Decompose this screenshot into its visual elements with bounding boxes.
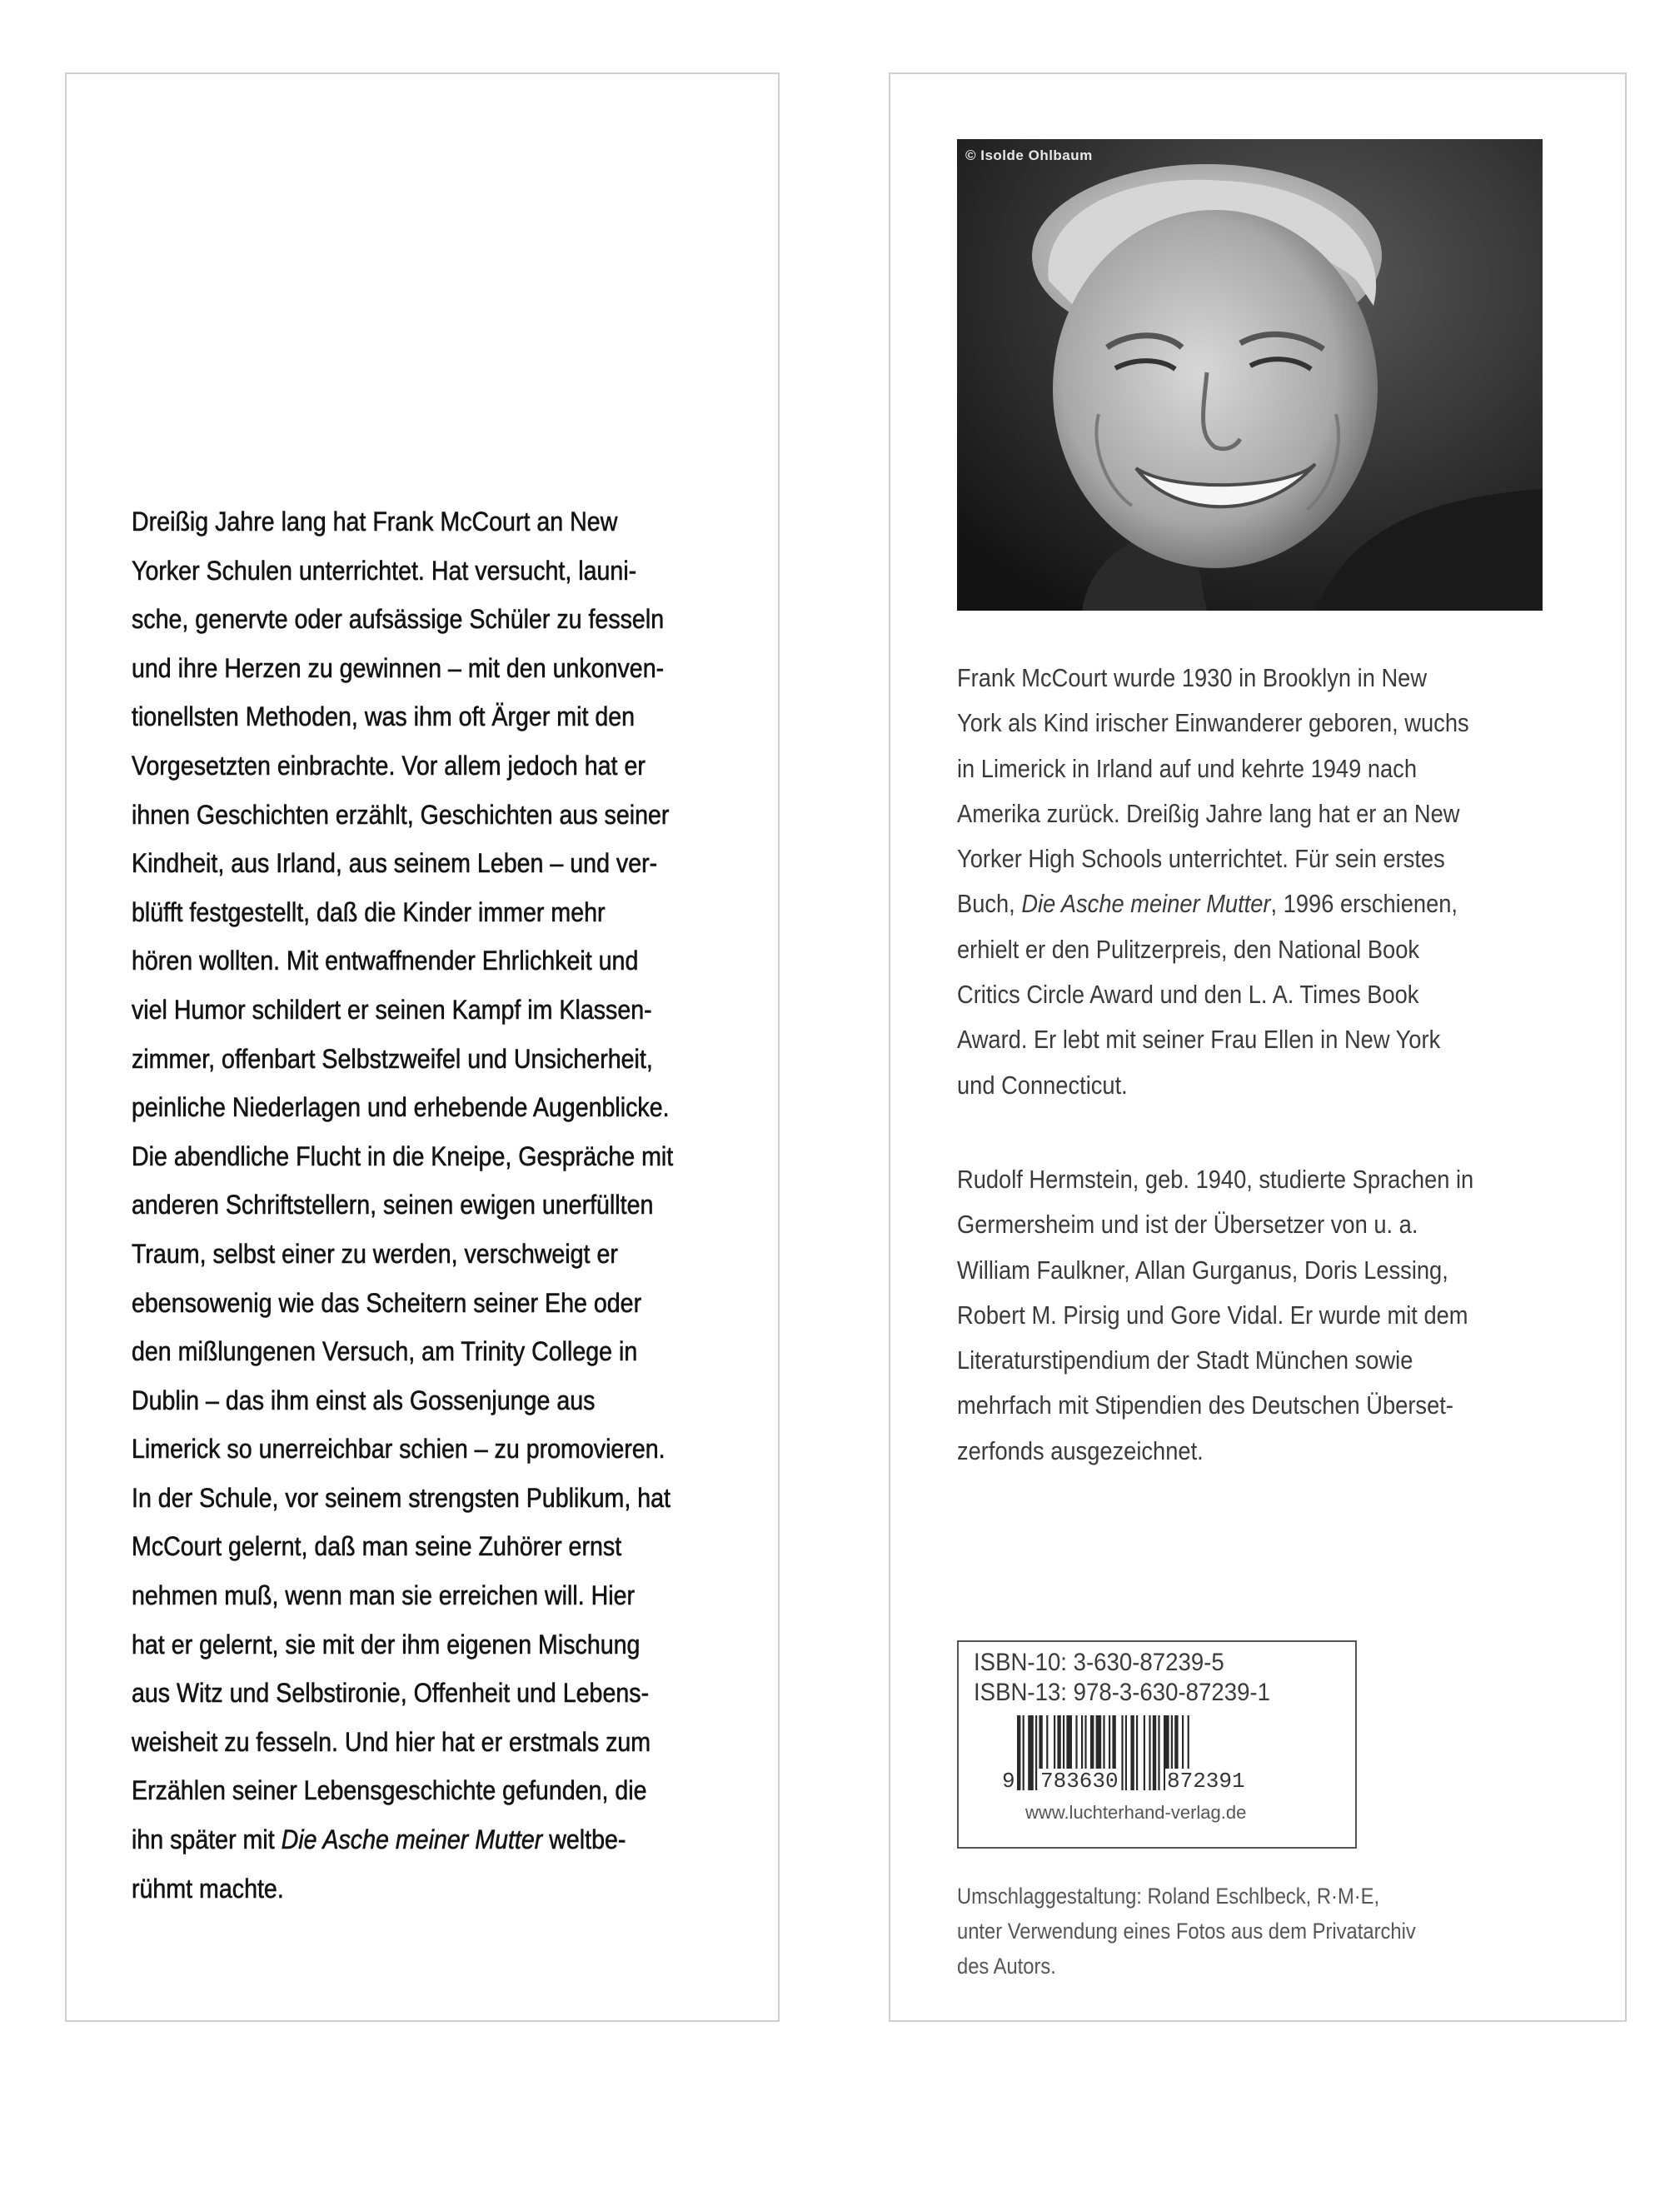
blurb-line: McCourt gelernt, daß man seine Zuhörer ernst: [132, 1531, 622, 1562]
blurb-line: nehmen muß, wenn man sie erreichen will. Hier: [132, 1580, 636, 1611]
blurb-line-with-title: [132, 1815, 689, 1864]
translator-biography: [957, 1157, 1522, 1474]
back-cover-right-panel: [889, 72, 1627, 2022]
book-title: Die Asche meiner Mutter: [1021, 889, 1271, 919]
publisher-url: www.luchterhand-verlag.de: [1025, 1802, 1247, 1823]
blurb-line: Vorgesetzten einbrachte. Vor allem jedoch hat er: [132, 750, 646, 781]
bio-line-with-title: [957, 881, 1522, 926]
isbn-barcode-box: [957, 1640, 1357, 1849]
back-cover-left-panel: [65, 72, 780, 2022]
barcode-bar: [1136, 1715, 1138, 1790]
blurb-line: weisheit zu fesseln. Und hier hat er erstmals zum: [132, 1726, 651, 1757]
bio-line: William Faulkner, Allan Gurganus, Doris Lessing,: [957, 1255, 1448, 1285]
bio-line: erhielt er den Pulitzerpreis, den National Book: [957, 934, 1420, 964]
author-biography: [957, 656, 1522, 1108]
blurb-line: ihnen Geschichten erzählt, Geschichten aus seiner: [132, 799, 670, 830]
barcode-lead-digit: 9: [1002, 1769, 1015, 1794]
bio-line: Rudolf Hermstein, geb. 1940, studierte Sprachen in: [957, 1165, 1474, 1194]
isbn-13: ISBN-13: 978-3-630-87239-1: [974, 1679, 1270, 1706]
bio-text: , 1996 erschienen,: [1270, 889, 1458, 919]
bio-line: York als Kind irischer Einwanderer geboren, wuchs: [957, 708, 1469, 738]
bio-line: Germersheim und ist der Übersetzer von u. a.: [957, 1210, 1418, 1240]
barcode-bar: [1144, 1715, 1145, 1790]
cover-credits: [957, 1879, 1470, 1984]
blurb-line: Kindheit, aus Irland, aus seinem Leben – und ver-: [132, 848, 658, 879]
credits-line: unter Verwendung eines Fotos aus dem Privatarchiv: [957, 1919, 1416, 1944]
barcode-bar: [1028, 1715, 1034, 1790]
barcode-bar: [1121, 1715, 1123, 1790]
barcode-digits-right: 872391: [1167, 1769, 1245, 1794]
bio-line: Frank McCourt wurde 1930 in Brooklyn in New: [957, 663, 1428, 692]
blurb-text: weltbe-: [542, 1824, 626, 1855]
author-portrait-image: [957, 139, 1543, 611]
bio-line: Award. Er lebt mit seiner Frau Ellen in New York: [957, 1025, 1441, 1055]
blurb-line: anderen Schriftstellern, seinen ewigen unerfüllten: [132, 1190, 654, 1220]
blurb-line: blüfft festgestellt, daß die Kinder immer mehr: [132, 896, 606, 927]
barcode-bar: [1158, 1715, 1159, 1790]
blurb-line: Dreißig Jahre lang hat Frank McCourt an New: [132, 507, 618, 537]
blurb-line: Yorker Schulen unterrichtet. Hat versucht, launi-: [132, 555, 637, 586]
bio-line: Literaturstipendium der Stadt München sowie: [957, 1345, 1413, 1375]
barcode-bar: [1035, 1715, 1037, 1790]
blurb-line: tionellsten Methoden, was ihm oft Ärger mit den: [132, 701, 636, 732]
photo-credit: © Isolde Ohlbaum: [965, 147, 1093, 163]
bio-line: Amerika zurück. Dreißig Jahre lang hat er an New: [957, 798, 1460, 828]
blurb-line: peinliche Niederlagen und erhebende Augenblicke.: [132, 1092, 670, 1123]
bio-line: Yorker High Schools unterrichtet. Für sein erstes: [957, 844, 1445, 874]
bio-line: zerfonds ausgezeichnet.: [957, 1435, 1204, 1465]
bio-line: und Connecticut.: [957, 1070, 1128, 1100]
blurb-line: Limerick so unerreichbar schien – zu promovieren.: [132, 1434, 666, 1465]
isbn-10: ISBN-10: 3-630-87239-5: [974, 1649, 1224, 1676]
barcode-bar: [1130, 1715, 1134, 1790]
bio-line: Critics Circle Award und den L. A. Times Book: [957, 980, 1419, 1010]
blurb-line: Traum, selbst einer zu werden, verschweigt er: [132, 1238, 618, 1269]
blurb-text: ihn später mit: [132, 1824, 282, 1855]
barcode-digits-left: 783630: [1040, 1769, 1119, 1794]
blurb-line: viel Humor schildert er seinen Kampf im Klassen-: [132, 994, 652, 1025]
blurb-line: In der Schule, vor seinem strengsten Publikum, hat: [132, 1482, 671, 1513]
barcode-bar: [1017, 1715, 1020, 1790]
blurb-line: sche, genervte oder aufsässige Schüler zu fesseln: [132, 604, 665, 635]
author-photo: [957, 139, 1543, 611]
blurb-line: hat er gelernt, sie mit der ihm eigenen Mischung: [132, 1629, 641, 1659]
bio-line: Robert M. Pirsig und Gore Vidal. Er wurde mit dem: [957, 1300, 1468, 1330]
credits-line: des Autors.: [957, 1954, 1056, 1979]
barcode-bar: [1149, 1715, 1150, 1790]
blurb-line: aus Witz und Selbstironie, Offenheit und Lebens-: [132, 1678, 650, 1709]
bio-line: mehrfach mit Stipendien des Deutschen Überset-: [957, 1390, 1453, 1420]
blurb-line: zimmer, offenbart Selbstzweifel und Unsicherheit,: [132, 1043, 653, 1074]
book-blurb: [132, 497, 689, 1913]
blurb-line: Dublin – das ihm einst als Gossenjunge aus: [132, 1385, 596, 1415]
barcode-bar: [1153, 1715, 1156, 1790]
barcode-bar: [1023, 1715, 1024, 1790]
blurb-line: rühmt machte.: [132, 1873, 284, 1904]
blurb-line: hören wollten. Mit entwaffnender Ehrlichkeit und: [132, 946, 639, 976]
blurb-line: und ihre Herzen zu gewinnen – mit den unkonven-: [132, 652, 665, 683]
bio-text: Buch,: [957, 889, 1022, 919]
barcode-bar: [1125, 1715, 1127, 1790]
bio-line: in Limerick in Irland auf und kehrte 1949 nach: [957, 753, 1417, 783]
credits-line: Umschlaggestaltung: Roland Eschlbeck, R·M·E,: [957, 1884, 1380, 1909]
blurb-line: den mißlungenen Versuch, am Trinity College in: [132, 1336, 638, 1367]
blurb-line: ebensowenig wie das Scheitern seiner Ehe oder: [132, 1287, 642, 1318]
book-title: Die Asche meiner Mutter: [281, 1824, 543, 1855]
blurb-line: Die abendliche Flucht in die Kneipe, Gespräche mit: [132, 1140, 674, 1171]
blurb-line: Erzählen seiner Lebensgeschichte gefunden, die: [132, 1775, 647, 1806]
